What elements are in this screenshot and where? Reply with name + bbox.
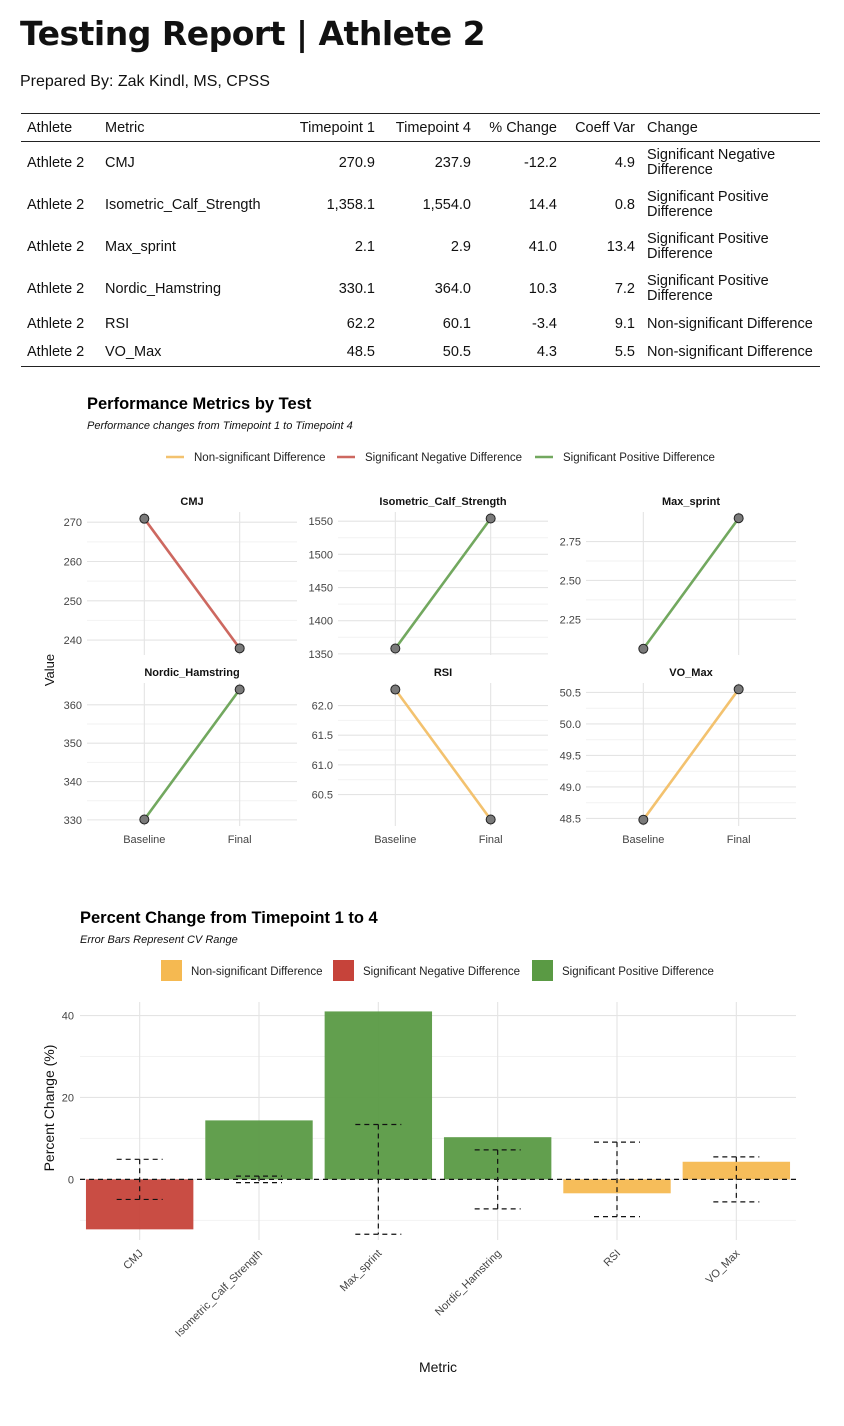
data-point [734, 514, 743, 523]
legend-label: Significant Positive Difference [563, 452, 715, 464]
header-athlete: Athlete [21, 114, 99, 142]
data-point [486, 815, 495, 824]
cell-timepoint-4: 2.9 [450, 238, 471, 255]
series-line [144, 519, 239, 649]
cell-timepoint-4: 1,554.0 [422, 196, 471, 213]
cell-metric: Max_sprint [105, 238, 176, 255]
x-tick-label: Final [227, 834, 252, 846]
y-tick-label: 1500 [308, 549, 333, 562]
legend-label: Non-significant Difference [194, 452, 326, 464]
cell-timepoint-1: 2.1 [354, 238, 375, 255]
line-chart-y-label: Value [42, 653, 57, 687]
cell-change: Significant Negative Difference [647, 147, 776, 178]
cell-timepoint-4: 50.5 [381, 338, 477, 367]
data-point [486, 514, 495, 523]
x-tick-label: Final [478, 834, 503, 846]
cell-coeff-var: 4.9 [614, 154, 635, 171]
cell-metric: Isometric_Calf_Strength [105, 196, 261, 213]
cell-pct-change: -3.4 [532, 315, 557, 332]
x-tick-label: Isometric_Calf_Strength [173, 1247, 266, 1340]
cell-change: Non-significant Difference [647, 315, 813, 332]
y-tick-label: 240 [63, 635, 82, 648]
x-tick-label: VO_Max [703, 1247, 743, 1287]
cell-athlete: Athlete 2 [21, 338, 99, 367]
x-tick-label: RSI [601, 1247, 624, 1270]
y-tick-label: 50.0 [559, 718, 581, 731]
y-tick-label: 340 [63, 776, 82, 789]
facet-CMJ [64, 496, 297, 655]
line-chart-subtitle: Performance changes from Timepoint 1 to Timepoint 4 [87, 420, 353, 432]
table-header-row [21, 114, 820, 142]
y-tick-label: 49.5 [559, 750, 581, 763]
facet-title: VO_Max [669, 667, 713, 679]
cell-timepoint-1: 330.1 [338, 280, 375, 297]
facet-Isometric_Calf_Strength [309, 496, 548, 661]
table-row [21, 226, 820, 268]
cell-metric: RSI [105, 315, 130, 332]
cell-timepoint-1: 62.2 [346, 315, 375, 332]
bar-chart-y-label: Percent Change (%) [41, 1044, 57, 1172]
y-tick-label: 40 [61, 1010, 74, 1023]
cell-change: Significant Positive Difference [647, 231, 769, 262]
legend-fill-swatch [333, 960, 354, 981]
y-tick-label: 330 [63, 814, 82, 827]
y-tick-label: 2.75 [559, 536, 581, 549]
cell-coeff-var: 7.2 [614, 280, 635, 297]
cell-athlete: Athlete 2 [27, 154, 85, 171]
bar-Isometric_Calf_Strength [205, 1120, 312, 1179]
x-tick-label: CMJ [121, 1247, 146, 1273]
legend-label: Significant Negative Difference [365, 452, 523, 464]
series-line [144, 690, 239, 820]
cell-timepoint-1: 270.9 [338, 154, 375, 171]
data-point [639, 644, 648, 653]
data-point [391, 644, 400, 653]
y-tick-label: 0 [67, 1174, 74, 1187]
y-tick-label: 360 [63, 699, 82, 712]
data-point [734, 685, 743, 694]
y-tick-label: 1550 [308, 516, 333, 529]
facet-RSI [312, 667, 548, 846]
header-change: Change [641, 114, 820, 142]
legend-fill-swatch [161, 960, 182, 981]
x-tick-label: Nordic_Hamstring [433, 1247, 504, 1319]
cell-change: Non-significant Difference [641, 338, 820, 367]
x-tick-label: Baseline [374, 834, 417, 846]
header-coeff-var: Coeff Var [563, 114, 641, 142]
cell-coeff-var: 9.1 [614, 315, 635, 332]
header-timepoint-1: Timepoint 1 [285, 114, 381, 142]
cell-athlete: Athlete 2 [27, 315, 85, 332]
y-tick-label: 60.5 [311, 789, 333, 802]
facet-VO_Max [560, 667, 796, 846]
cell-metric: CMJ [105, 154, 135, 171]
y-tick-label: 48.5 [559, 813, 581, 826]
line-chart-title: Performance Metrics by Test [87, 395, 312, 413]
y-tick-label: 2.25 [559, 614, 581, 627]
cell-coeff-var: 13.4 [606, 238, 635, 255]
data-point [140, 815, 149, 824]
cell-athlete: Athlete 2 [27, 238, 85, 255]
data-point [639, 815, 648, 824]
y-tick-label: 1350 [308, 648, 333, 661]
series-line [643, 689, 738, 819]
results-table [21, 113, 820, 367]
cell-athlete: Athlete 2 [27, 196, 85, 213]
table-row [21, 142, 820, 185]
legend-label: Non-significant Difference [191, 966, 323, 978]
data-point [391, 685, 400, 694]
facet-title: RSI [433, 667, 453, 679]
y-tick-label: 270 [63, 517, 82, 530]
cell-coeff-var: 0.8 [614, 196, 635, 213]
data-point [140, 514, 149, 523]
series-line [395, 690, 490, 820]
y-tick-label: 260 [63, 556, 82, 569]
facet-title: Max_sprint [661, 496, 721, 508]
table-row [21, 184, 820, 226]
cell-athlete: Athlete 2 [27, 280, 85, 297]
x-tick-label: Baseline [123, 834, 166, 846]
y-tick-label: 61.5 [311, 730, 333, 743]
y-tick-label: 1450 [308, 582, 333, 595]
y-tick-label: 61.0 [311, 759, 333, 772]
table-row [21, 268, 820, 310]
table-row [21, 310, 820, 338]
series-line [643, 518, 738, 649]
cell-timepoint-4: 60.1 [442, 315, 471, 332]
facet-title: Isometric_Calf_Strength [379, 496, 507, 508]
header-metric: Metric [99, 114, 285, 142]
cell-pct-change: 41.0 [528, 238, 557, 255]
cell-coeff-var: 5.5 [563, 338, 641, 367]
bar-chart-x-label: Metric [418, 1359, 458, 1375]
y-tick-label: 50.5 [559, 687, 581, 700]
cell-change: Significant Positive Difference [647, 273, 769, 304]
y-tick-label: 250 [63, 595, 82, 608]
table-row [21, 338, 820, 367]
data-point [235, 644, 244, 653]
x-tick-label: Baseline [622, 834, 665, 846]
cell-timepoint-1: 1,358.1 [326, 196, 375, 213]
cell-timepoint-4: 237.9 [434, 154, 471, 171]
facet-title: Nordic_Hamstring [144, 667, 240, 679]
cell-pct-change: 4.3 [477, 338, 563, 367]
header-timepoint-4: Timepoint 4 [381, 114, 477, 142]
header-pct-change: % Change [477, 114, 563, 142]
legend-label: Significant Negative Difference [363, 966, 521, 978]
cell-pct-change: 14.4 [528, 196, 557, 213]
legend-fill-swatch [532, 960, 553, 981]
y-tick-label: 2.50 [559, 575, 581, 588]
cell-metric: VO_Max [99, 338, 285, 367]
performance-line-chart [0, 380, 844, 860]
cell-pct-change: 10.3 [528, 280, 557, 297]
cell-timepoint-4: 364.0 [434, 280, 471, 297]
bar-chart-subtitle: Error Bars Represent CV Range [80, 934, 238, 946]
y-tick-label: 1400 [308, 615, 333, 628]
data-point [235, 685, 244, 694]
prepared-by: Prepared By: Zak Kindl, MS, CPSS [20, 73, 270, 90]
cell-timepoint-1: 48.5 [285, 338, 381, 367]
x-tick-label: Max_sprint [337, 1247, 385, 1295]
cell-metric: Nordic_Hamstring [105, 280, 222, 297]
percent-change-bar-chart [0, 890, 844, 1390]
bar-Nordic_Hamstring [444, 1137, 551, 1179]
y-tick-label: 350 [63, 738, 82, 751]
cell-change: Significant Positive Difference [647, 189, 769, 220]
legend-label: Significant Positive Difference [562, 966, 714, 978]
y-tick-label: 20 [61, 1092, 74, 1105]
y-tick-label: 49.0 [559, 781, 581, 794]
facet-Max_sprint [560, 496, 796, 655]
bar-chart-title: Percent Change from Timepoint 1 to 4 [80, 909, 378, 927]
report-title: Testing Report | Athlete 2 [20, 14, 486, 53]
cell-pct-change: -12.2 [523, 154, 557, 171]
y-tick-label: 62.0 [311, 700, 333, 713]
facet-Nordic_Hamstring [64, 667, 297, 846]
x-tick-label: Final [726, 834, 751, 846]
facet-title: CMJ [180, 496, 204, 508]
